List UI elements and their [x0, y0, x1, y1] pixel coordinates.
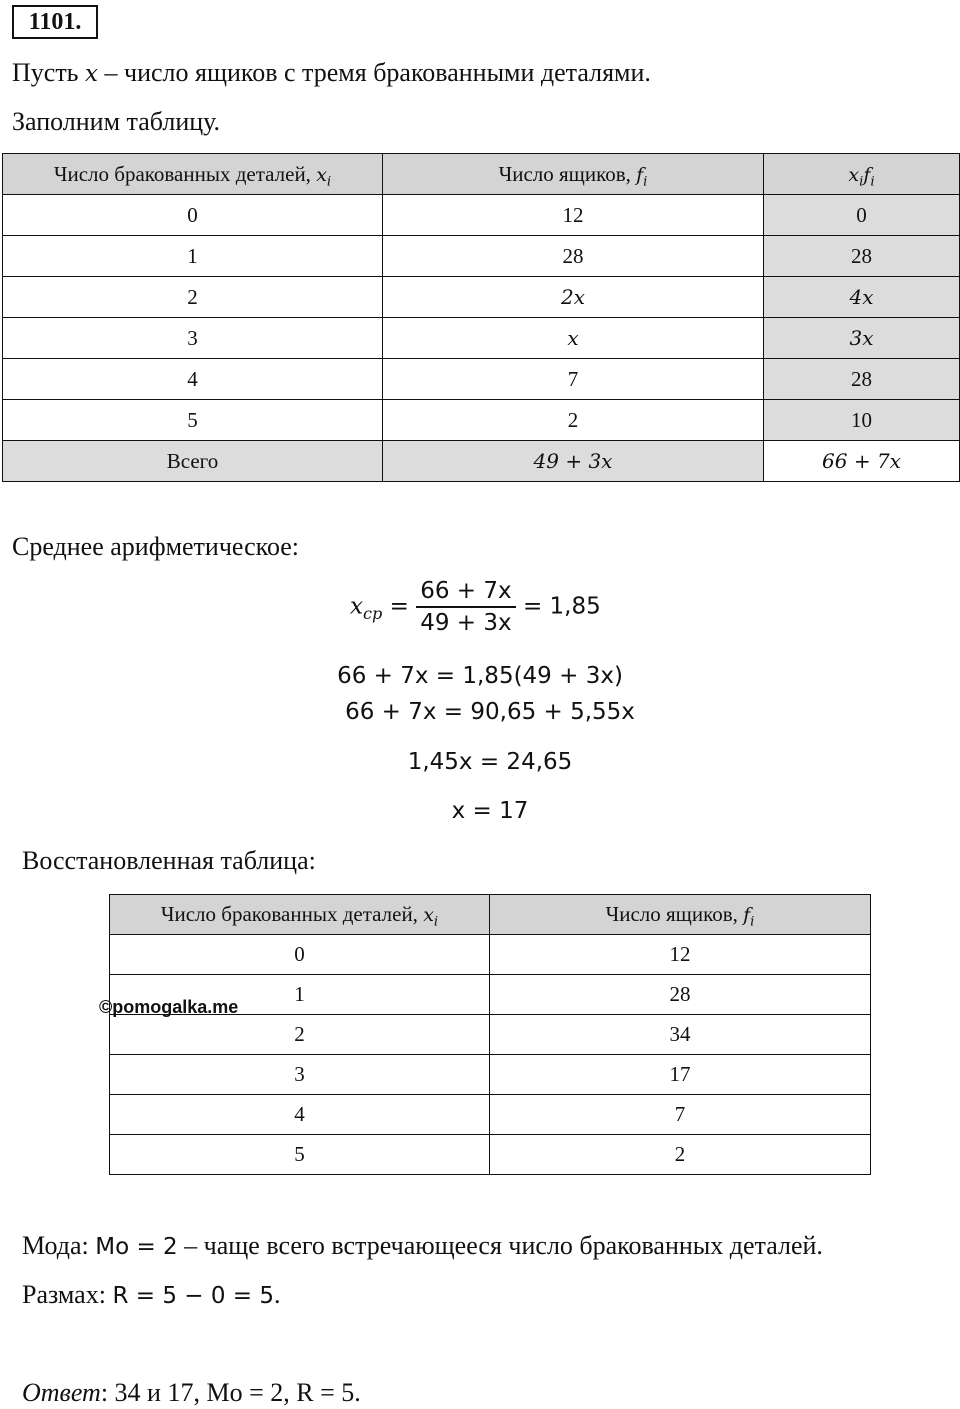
t1-cell: 28: [764, 359, 960, 400]
t2-cell: 3: [110, 1055, 490, 1095]
mean-equation: $x_{cp}$ = $\frac{66 + 7x}{49 + 3x}$ = 1,85: [350, 578, 601, 636]
t1-cell: 2: [3, 277, 383, 318]
t1-cell: 28: [764, 236, 960, 277]
t1-cell: 5: [3, 400, 383, 441]
mode-label: Мода:: [22, 1231, 96, 1260]
eq1-rhs: = 1,85: [522, 593, 601, 620]
eq4: 1,45x = 24,65: [407, 749, 573, 775]
eq3: 66 + 7x = 90,65 + 5,55x: [345, 699, 635, 725]
table-row: [110, 935, 871, 975]
intro-text: [12, 58, 651, 89]
table-1-total-row: [3, 441, 960, 482]
t2-cell: 2: [110, 1015, 490, 1055]
t1-cell: 28: [383, 236, 764, 277]
table-2-header: [110, 895, 871, 935]
table-1: [2, 153, 960, 482]
table-row: [3, 236, 960, 277]
eq1-lhs: x: [350, 593, 363, 620]
t2-cell: 28: [490, 975, 871, 1015]
t2-cell: 5: [110, 1135, 490, 1175]
table-2: [109, 894, 871, 1175]
t1-cell: 12: [383, 195, 764, 236]
t1-header-defects: Число бракованных деталей, $x_i$: [3, 154, 383, 195]
intro-prefix: Пусть: [12, 58, 86, 87]
intro-suffix: – число ящиков с тремя бракованными деталями.: [98, 58, 651, 87]
mode-line: [22, 1231, 823, 1262]
t2-cell: 2: [490, 1135, 871, 1175]
fill-table-text: Заполним таблицу.: [12, 107, 221, 136]
t1-cell: 7: [383, 359, 764, 400]
t2-header-defects: Число бракованных деталей, $x_i$: [110, 895, 490, 935]
intro-variable: x: [85, 61, 99, 87]
table-row: [110, 1135, 871, 1175]
t1-cell: 4: [3, 359, 383, 400]
eq1-sub: cp: [362, 604, 383, 624]
t1-total-product: 66 + 7x: [764, 441, 960, 482]
mean-label: Среднее арифметическое:: [12, 532, 300, 561]
t1-cell: x: [383, 318, 764, 359]
t1-cell: 1: [3, 236, 383, 277]
t1-total-label: Всего: [3, 441, 383, 482]
eq5: x = 17: [451, 798, 529, 824]
t2-cell: 1: [110, 975, 490, 1015]
table-row: [110, 1095, 871, 1135]
t1-cell: 2: [383, 400, 764, 441]
t2-header-boxes: Число ящиков, $f_i$: [490, 895, 871, 935]
table-row: [3, 318, 960, 359]
range-end: .: [274, 1280, 281, 1309]
range-label: Размах:: [22, 1280, 113, 1309]
answer-label: Ответ: [22, 1378, 101, 1407]
t2-cell: 0: [110, 935, 490, 975]
t2-cell: 34: [490, 1015, 871, 1055]
answer-text: : 34 и 17, Mo = 2, R = 5.: [100, 1378, 361, 1407]
mode-text: – чаще всего встречающееся число бракованных деталей.: [177, 1231, 823, 1260]
t1-cell: 0: [764, 195, 960, 236]
table-row: [3, 400, 960, 441]
t1-header-product: $x_if_i$: [764, 154, 960, 195]
table-1-header: [3, 154, 960, 195]
table-row: [3, 359, 960, 400]
t1-cell: 4x: [764, 277, 960, 318]
t1-cell: 0: [3, 195, 383, 236]
table-row: [110, 1015, 871, 1055]
mode-formula: Mo = 2: [95, 1234, 178, 1260]
watermark: ©pomogalka.me: [99, 997, 239, 1017]
table-row: [3, 195, 960, 236]
table-row: [3, 277, 960, 318]
restored-label: Восстановленная таблица:: [22, 846, 316, 875]
eq1-numerator: 66 + 7x: [416, 578, 515, 608]
eq2: 66 + 7x = 1,85(49 + 3x): [337, 663, 623, 689]
t1-header-boxes: Число ящиков, $f_i$: [383, 154, 764, 195]
t1-cell: 2x: [383, 277, 764, 318]
problem-number: 1101.: [12, 5, 98, 39]
t2-cell: 17: [490, 1055, 871, 1095]
t1-cell: 3x: [764, 318, 960, 359]
t2-cell: 4: [110, 1095, 490, 1135]
eq1-denominator: 49 + 3x: [420, 610, 512, 636]
t2-cell: 7: [490, 1095, 871, 1135]
t1-total-boxes: 49 + 3x: [383, 441, 764, 482]
t1-cell: 10: [764, 400, 960, 441]
table-row: [110, 1055, 871, 1095]
range-line: [22, 1280, 281, 1311]
t2-cell: 12: [490, 935, 871, 975]
t1-cell: 3: [3, 318, 383, 359]
range-formula: R = 5 − 0 = 5: [112, 1283, 275, 1309]
answer-line: [22, 1378, 361, 1408]
